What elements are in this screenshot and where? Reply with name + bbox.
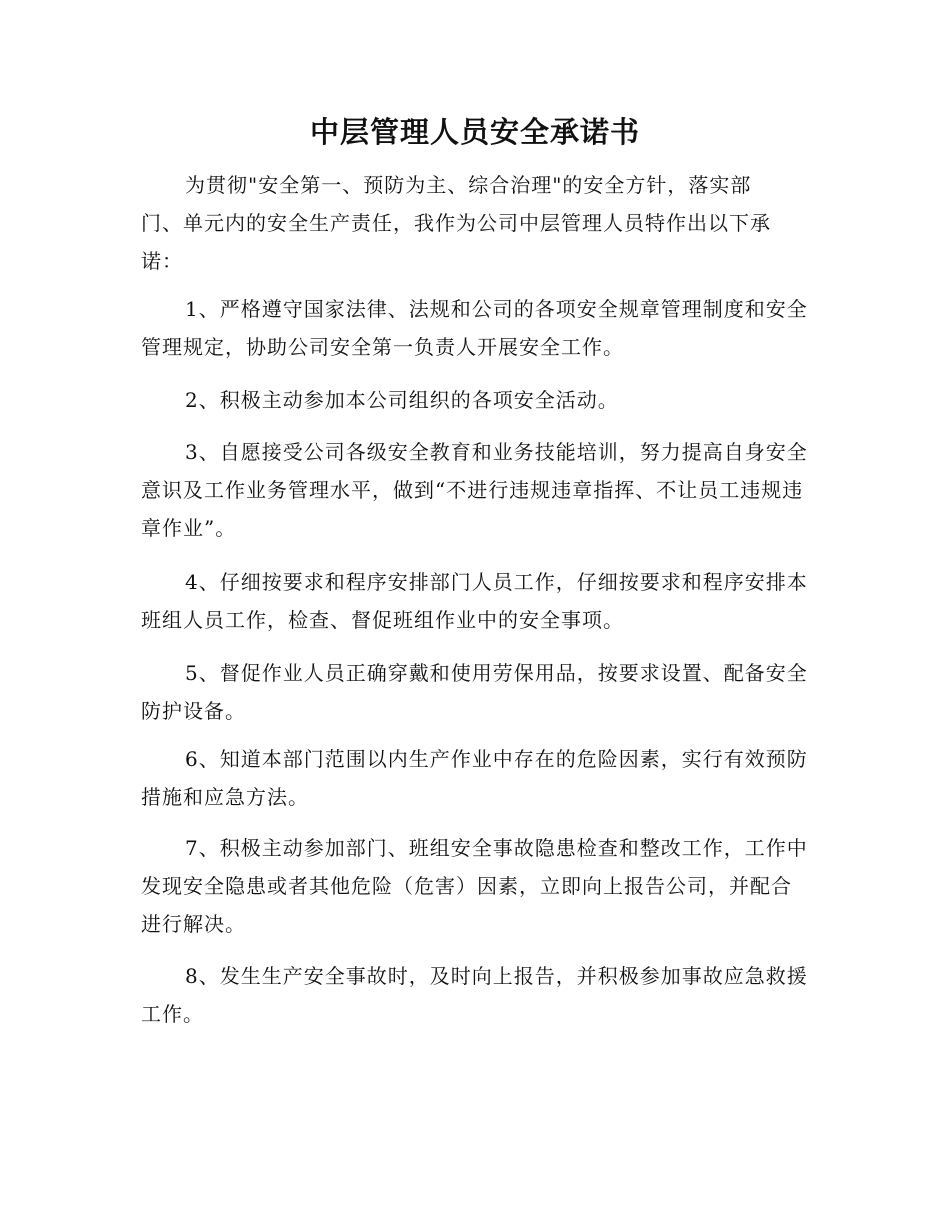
commitment-item-4: 4、仔细按要求和程序安排部门人员工作，仔细按要求和程序安排本班组人员工作，检查、督促班组作业中的安全事项。 [141,570,808,632]
commitment-item-6: 6、知道本部门范围以内生产作业中存在的危险因素，实行有效预防措施和应急方法。 [141,747,808,809]
commitment-item-2: 2、积极主动参加本公司组织的各项安全活动。 [185,388,619,412]
intro-paragraph: 为贯彻"安全第一、预防为主、综合治理"的安全方针，落实部门、单元内的安全生产责任，我作为公司中层管理人员特作出以下承诺： [141,173,771,273]
commitment-item-7: 7、积极主动参加部门、班组安全事故隐患检查和整改工作，工作中发现安全隐患或者其他危险（危害）因素，立即向上报告公司，并配合进行解决。 [141,836,808,936]
commitment-item-5: 5、督促作业人员正确穿戴和使用劳保用品，按要求设置、配备安全防护设备。 [141,661,808,723]
commitment-item-3: 3、自愿接受公司各级安全教育和业务技能培训，努力提高自身安全意识及工作业务管理水平，做到“不进行违规违章指挥、不让员工违规违章作业”。 [141,440,808,540]
document-title: 中层管理人员安全承诺书 [309,115,640,149]
commitment-item-8: 8、发生生产安全事故时，及时向上报告，并积极参加事故应急救援工作。 [141,964,808,1026]
commitment-item-1: 1、严格遵守国家法律、法规和公司的各项安全规章管理制度和安全管理规定，协助公司安全第一负责人开展安全工作。 [141,297,808,359]
